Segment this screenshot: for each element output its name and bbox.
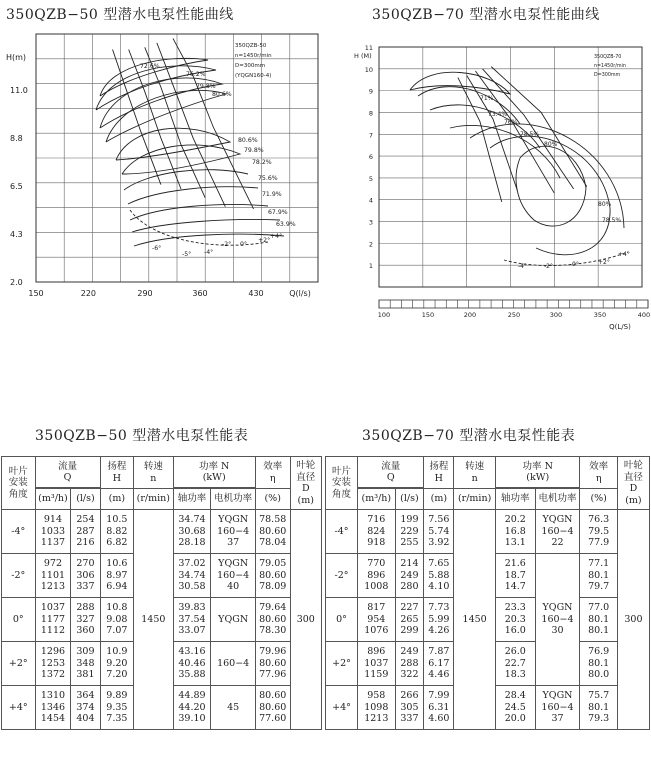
flow-m3h-cell: 1037 1177 1112	[35, 598, 71, 642]
head-cell: 7.56 5.74 3.92	[424, 510, 454, 554]
y-tick-label: 6.5	[10, 182, 23, 191]
flow-m3h-cell: 896 1037 1159	[358, 642, 395, 686]
x-tick-label: 300	[549, 311, 563, 319]
impeller-header: 叶轮 直径 D (m)	[617, 457, 649, 510]
speed-header: 转速 n	[454, 457, 496, 489]
shaft-power-cell: 20.2 16.8 13.1	[495, 510, 535, 554]
chart1-grid	[36, 34, 318, 282]
efficiency-label: 75.6%	[258, 175, 278, 182]
motor-power-header: 电机功率	[211, 489, 255, 510]
speed-unit: (r/min)	[454, 489, 496, 510]
flow-m3h-cell: 914 1033 1137	[35, 510, 71, 554]
table1	[1, 456, 322, 730]
blade-angle-cell: -4°	[2, 510, 36, 554]
efficiency-label: 76.2%	[186, 71, 206, 78]
angle-label: -4°	[518, 263, 527, 270]
shaft-power-header: 轴功率	[495, 489, 535, 510]
speed-cell: 1450	[454, 510, 496, 730]
efficiency-label: 78.5%	[602, 217, 622, 224]
y-tick-label: 3	[368, 218, 373, 227]
blade-angle-cell: +4°	[326, 686, 358, 730]
head-cell: 7.73 5.99 4.26	[424, 598, 454, 642]
blade-angle-cell: 0°	[326, 598, 358, 642]
efficiency-label: 71%	[480, 95, 494, 102]
efficiency-label: 80.6%	[212, 91, 232, 98]
head-cell: 10.9 9.20 7.20	[100, 642, 134, 686]
x-tick-label: 290	[137, 289, 153, 298]
efficiency-label: 71.9%	[262, 191, 282, 198]
flow-ls-cell: 214 249 280	[395, 554, 424, 598]
shaft-power-cell: 39.83 37.54 33.07	[173, 598, 211, 642]
shaft-power-cell: 37.02 34.74 30.58	[173, 554, 211, 598]
head-header: 扬程 H	[100, 457, 134, 489]
flow-unit-m3h: (m³/h)	[358, 489, 395, 510]
x-tick-label: 100	[377, 311, 391, 319]
efficiency-contour	[470, 124, 624, 228]
motor-power-cell: YQGN 160−4 37	[535, 686, 580, 730]
y-tick-label: 11.0	[10, 86, 28, 95]
y-axis-label: H (M)	[354, 52, 372, 60]
motor-power-cell: 160−4	[211, 642, 255, 686]
motor-power-cell: YQGN 160−4 22	[535, 510, 580, 554]
shaft-power-cell: 44.89 44.20 39.10	[173, 686, 211, 730]
blade-angle-cell: +4°	[2, 686, 36, 730]
impeller-diameter-cell: 300	[617, 510, 649, 730]
efficiency-label: 79.8%	[196, 83, 216, 90]
legend-line: n=1450r/min	[594, 64, 626, 69]
legend-line: 350QZB-70	[594, 55, 622, 60]
head-cell: 7.65 5.88 4.10	[424, 554, 454, 598]
blade-angle-cell: +2°	[326, 642, 358, 686]
efficiency-cell: 79.05 80.60 78.09	[255, 554, 290, 598]
motor-power-cell: YQGN	[211, 598, 255, 642]
flow-ls-cell: 199 229 255	[395, 510, 424, 554]
chart2-curves	[410, 67, 628, 266]
flow-m3h-cell: 1310 1346 1454	[35, 686, 71, 730]
efficiency-label: 80%	[598, 201, 612, 208]
shaft-power-cell: 23.3 20.3 16.0	[495, 598, 535, 642]
table2-title: 350QZB−70 型潜水电泵性能表	[362, 428, 576, 444]
head-unit: (m)	[100, 489, 134, 510]
efficiency-contour	[130, 205, 268, 220]
motor-power-cell: YQGN 160−4 30	[535, 554, 580, 686]
x-tick-label: 430	[248, 289, 264, 298]
efficiency-cell: 78.58 80.60 78.04	[255, 510, 290, 554]
angle-label: 0°	[240, 241, 248, 248]
flow-ls-cell: 227 265 299	[395, 598, 424, 642]
head-curve-+2°	[157, 43, 225, 207]
x-tick-label: 250	[507, 311, 521, 319]
chart2-title: 350QZB−70 型潜水电泵性能曲线	[372, 7, 600, 23]
y-tick-label: 7	[368, 131, 373, 140]
efficiency-cell: 79.96 80.60 77.96	[255, 642, 290, 686]
x-tick-label: 150	[421, 311, 435, 319]
y-tick-label: 1	[368, 262, 373, 271]
y-tick-label: 8	[368, 109, 373, 118]
blade-angle-header: 叶片 安装 角度	[2, 457, 36, 510]
efficiency-contour	[516, 146, 586, 226]
flow-m3h-cell: 770 896 1008	[358, 554, 395, 598]
blade-angle-header: 叶片 安装 角度	[326, 457, 358, 510]
table-row	[326, 510, 650, 554]
legend-line: D=300mm	[235, 63, 266, 69]
y-tick-label: 4	[368, 196, 373, 205]
head-cell: 9.89 9.35 7.35	[100, 686, 134, 730]
flow-header: 流量 Q	[358, 457, 424, 488]
chart1	[0, 24, 325, 309]
angle-label: -2°	[222, 241, 232, 248]
head-header: 扬程 H	[424, 457, 454, 489]
angle-label: +4°	[270, 233, 283, 240]
efficiency-label: 73.4%	[488, 111, 508, 118]
flow-m3h-cell: 716 824 918	[358, 510, 395, 554]
y-axis-label: H(m)	[6, 53, 27, 62]
eff-header: 效率 η	[580, 457, 617, 489]
flow-ls-cell: 266 305 337	[395, 686, 424, 730]
efficiency-cell: 76.3 79.5 77.9	[580, 510, 617, 554]
efficiency-label: 67.9%	[268, 209, 288, 216]
x-axis-label: Q(L/S)	[609, 323, 631, 331]
shaft-power-cell: 34.74 30.68 28.18	[173, 510, 211, 554]
table-row	[2, 510, 322, 554]
legend-line: (YQGN160-4)	[235, 73, 272, 79]
head-cell: 7.87 6.17 4.46	[424, 642, 454, 686]
flow-ls-cell: 249 288 322	[395, 642, 424, 686]
x-tick-label: 400	[637, 311, 651, 319]
x-axis-label: Q(l/s)	[289, 289, 311, 298]
y-tick-label: 9	[368, 87, 373, 96]
efficiency-contour	[128, 187, 258, 204]
blade-angle-cell: -2°	[326, 554, 358, 598]
flow-m3h-cell: 972 1101 1213	[35, 554, 71, 598]
angle-label: -5°	[182, 251, 192, 258]
efficiency-label: 76%	[504, 119, 518, 126]
x-tick-label: 150	[28, 289, 44, 298]
efficiency-contour	[106, 90, 226, 142]
y-tick-label: 4.3	[10, 230, 23, 239]
blade-angle-cell: -2°	[2, 554, 36, 598]
efficiency-label: 79.8%	[244, 147, 264, 154]
head-unit: (m)	[424, 489, 454, 510]
y-tick-label: 11	[364, 44, 373, 52]
efficiency-cell: 79.64 80.60 78.30	[255, 598, 290, 642]
angle-label: -2°	[544, 263, 553, 270]
angle-label: -4°	[204, 249, 214, 256]
x-tick-label: 220	[80, 289, 97, 298]
blade-angle-cell: -4°	[326, 510, 358, 554]
iso-angle-line	[130, 210, 271, 245]
flow-unit-ls: (l/s)	[71, 489, 100, 510]
speed-header: 转速 n	[134, 457, 173, 489]
y-tick-label: 2	[368, 240, 373, 249]
angle-label: 0°	[572, 261, 579, 268]
flow-m3h-cell: 958 1098 1213	[358, 686, 395, 730]
blade-angle-cell: 0°	[2, 598, 36, 642]
eff-unit: (%)	[580, 489, 617, 510]
eff-unit: (%)	[255, 489, 290, 510]
x-tick-label: 350	[593, 311, 607, 319]
y-tick-label: 5	[368, 174, 373, 183]
angle-label: -6°	[152, 245, 162, 252]
power-header: 功率 N (kW)	[495, 457, 579, 488]
motor-power-header: 电机功率	[535, 489, 580, 510]
efficiency-contour	[132, 220, 280, 233]
efficiency-label: 72.6%	[140, 63, 160, 70]
angle-label: +2°	[258, 237, 271, 244]
legend-line: D=300mm	[594, 73, 621, 78]
blade-angle-cell: +2°	[2, 642, 36, 686]
table1-title: 350QZB−50 型潜水电泵性能表	[35, 428, 249, 444]
power-header: 功率 N (kW)	[173, 457, 255, 488]
speed-unit: (r/min)	[134, 489, 173, 510]
flow-ls-cell: 270 306 337	[71, 554, 100, 598]
flow-m3h-cell: 1296 1253 1372	[35, 642, 71, 686]
head-cell: 10.5 8.82 6.82	[100, 510, 134, 554]
flow-m3h-cell: 817 954 1076	[358, 598, 395, 642]
efficiency-cell: 77.1 80.1 79.7	[580, 554, 617, 598]
shaft-power-header: 轴功率	[173, 489, 211, 510]
flow-unit-ls: (l/s)	[395, 489, 424, 510]
head-cell: 7.99 6.31 4.60	[424, 686, 454, 730]
angle-label: +2°	[598, 259, 610, 266]
table2	[325, 456, 650, 730]
shaft-power-cell: 28.4 24.5 20.0	[495, 686, 535, 730]
shaft-power-cell: 26.0 22.7 18.3	[495, 642, 535, 686]
efficiency-label: 80%	[544, 141, 558, 148]
eff-header: 效率 η	[255, 457, 290, 489]
flow-ls-cell: 364 374 404	[71, 686, 100, 730]
efficiency-cell: 76.9 80.1 80.0	[580, 642, 617, 686]
chart2	[340, 38, 651, 338]
flow-ls-cell: 254 287 216	[71, 510, 100, 554]
impeller-header: 叶轮 直径 D (m)	[290, 457, 321, 510]
head-cell: 10.8 9.08 7.07	[100, 598, 134, 642]
flow-ls-cell: 309 348 381	[71, 642, 100, 686]
flow-ls-cell: 288 327 360	[71, 598, 100, 642]
impeller-diameter-cell: 300	[290, 510, 321, 730]
efficiency-label: 80.6%	[238, 137, 258, 144]
motor-power-cell: YQGN 160−4 40	[211, 554, 255, 598]
motor-power-cell: YQGN 160−4 37	[211, 510, 255, 554]
angle-label: +4°	[618, 251, 630, 258]
efficiency-label: 63.9%	[276, 221, 296, 228]
x-tick-label: 360	[192, 289, 208, 298]
flow-header: 流量 Q	[35, 457, 100, 488]
efficiency-cell: 75.7 80.1 79.3	[580, 686, 617, 730]
shaft-power-cell: 21.6 18.7 14.7	[495, 554, 535, 598]
head-cell: 10.6 8.97 6.94	[100, 554, 134, 598]
efficiency-cell: 80.60 80.60 77.60	[255, 686, 290, 730]
legend-line: 350QZB-50	[235, 43, 267, 49]
legend-line: n=1450r/min	[235, 53, 272, 59]
y-tick-label: 8.8	[10, 134, 23, 143]
efficiency-label: 78.2%	[252, 159, 272, 166]
speed-cell: 1450	[134, 510, 173, 730]
efficiency-cell: 77.0 80.1 80.1	[580, 598, 617, 642]
y-tick-label: 6	[368, 153, 373, 162]
chart1-title: 350QZB−50 型潜水电泵性能曲线	[6, 7, 234, 23]
x-tick-label: 200	[463, 311, 477, 319]
flow-unit-m3h: (m³/h)	[35, 489, 71, 510]
motor-power-cell: 45	[211, 686, 255, 730]
shaft-power-cell: 43.16 40.46 35.88	[173, 642, 211, 686]
y-tick-label: 2.0	[10, 278, 23, 287]
efficiency-label: 78.5%	[520, 131, 540, 138]
y-tick-label: 10	[364, 65, 373, 74]
